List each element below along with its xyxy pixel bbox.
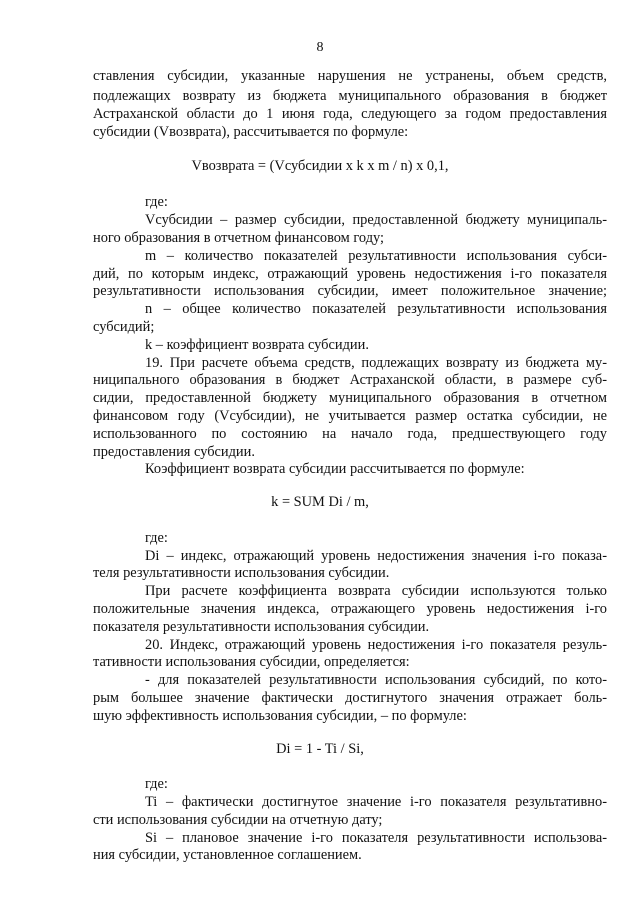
- text-line: где:: [145, 776, 168, 792]
- text-line: ниципального образования в бюджет Астраханской области, в размере суб-: [93, 372, 607, 388]
- text-line: подлежащих возврату из бюджета муниципального образования в бюджет: [93, 88, 607, 104]
- text-line: Di – индекс, отражающий уровень недостижения значения i-го показа-: [145, 548, 607, 564]
- text-line: результативности использования субсидии, имеет положительное значение;: [93, 283, 607, 299]
- text-line: k – коэффициент возврата субсидии.: [145, 337, 369, 353]
- text-line: 19. При расчете объема средств, подлежащих возврату из бюджета му-: [145, 355, 607, 371]
- text-line: ного образования в отчетном финансовом году;: [93, 230, 385, 246]
- text-line: - для показателей результативности использования субсидий, по кото-: [145, 672, 607, 688]
- text-line: n – общее количество показателей результативности использования: [145, 301, 607, 317]
- text-line: теля результативности использования субсидии.: [93, 565, 390, 581]
- formula-k: k = SUM Di / m,: [271, 494, 369, 510]
- text-line: сти использования субсидии на отчетную дату;: [93, 812, 383, 828]
- text-line: m – количество показателей результативности использования субси-: [145, 248, 607, 264]
- text-line: предоставления субсидии.: [93, 444, 255, 460]
- page-number: 8: [316, 40, 324, 55]
- text-line: показателя результативности использования субсидии.: [93, 619, 430, 635]
- text-line: Астраханской области до 1 июня года, следующего за годом предоставления: [93, 106, 607, 122]
- text-line: Vсубсидии – размер субсидии, предоставленной бюджету муниципаль-: [145, 212, 607, 228]
- text-line: тативности использования субсидии, определяется:: [93, 654, 410, 670]
- text-line: положительные значения индекса, отражающего уровень недостижения i-го: [93, 601, 607, 617]
- formula-vreturn: Vвозврата = (Vсубсидии x k x m / n) x 0,1,: [191, 158, 449, 174]
- text-line: шую эффективность использования субсидии, – по формуле:: [93, 708, 467, 724]
- text-line: дий, по которым индекс, отражающий уровень недостижения i-го показателя: [93, 266, 607, 282]
- text-line: где:: [145, 194, 168, 210]
- text-line: ставления субсидии, указанные нарушения не устранены, объем средств,: [93, 68, 607, 84]
- text-line: финансовом году (Vсубсидии), не учитывается размер остатка субсидии, не: [93, 408, 607, 424]
- text-line: Ti – фактически достигнутое значение i-го показателя результативно-: [145, 794, 607, 810]
- text-line: где:: [145, 530, 168, 546]
- formula-di: Di = 1 - Ti / Si,: [276, 741, 364, 757]
- text-line: При расчете коэффициента возврата субсидии используются только: [145, 583, 607, 599]
- text-line: сидии, предоставленной бюджету муниципального образования в отчетном: [93, 390, 607, 406]
- text-line: ния субсидии, установленное соглашением.: [93, 847, 362, 863]
- text-line: субсидии (Vвозврата), рассчитывается по формуле:: [93, 124, 409, 140]
- text-line: субсидий;: [93, 319, 155, 335]
- text-line: использованного по состоянию на начало года, предшествующего году: [93, 426, 607, 442]
- text-line: Si – плановое значение i-го показателя результативности использова-: [145, 830, 607, 846]
- text-line: Коэффициент возврата субсидии рассчитывается по формуле:: [145, 461, 525, 477]
- text-line: 20. Индекс, отражающий уровень недостижения i-го показателя резуль-: [145, 637, 607, 653]
- text-line: рым большее значение фактически достигнутого значения отражает боль-: [93, 690, 607, 706]
